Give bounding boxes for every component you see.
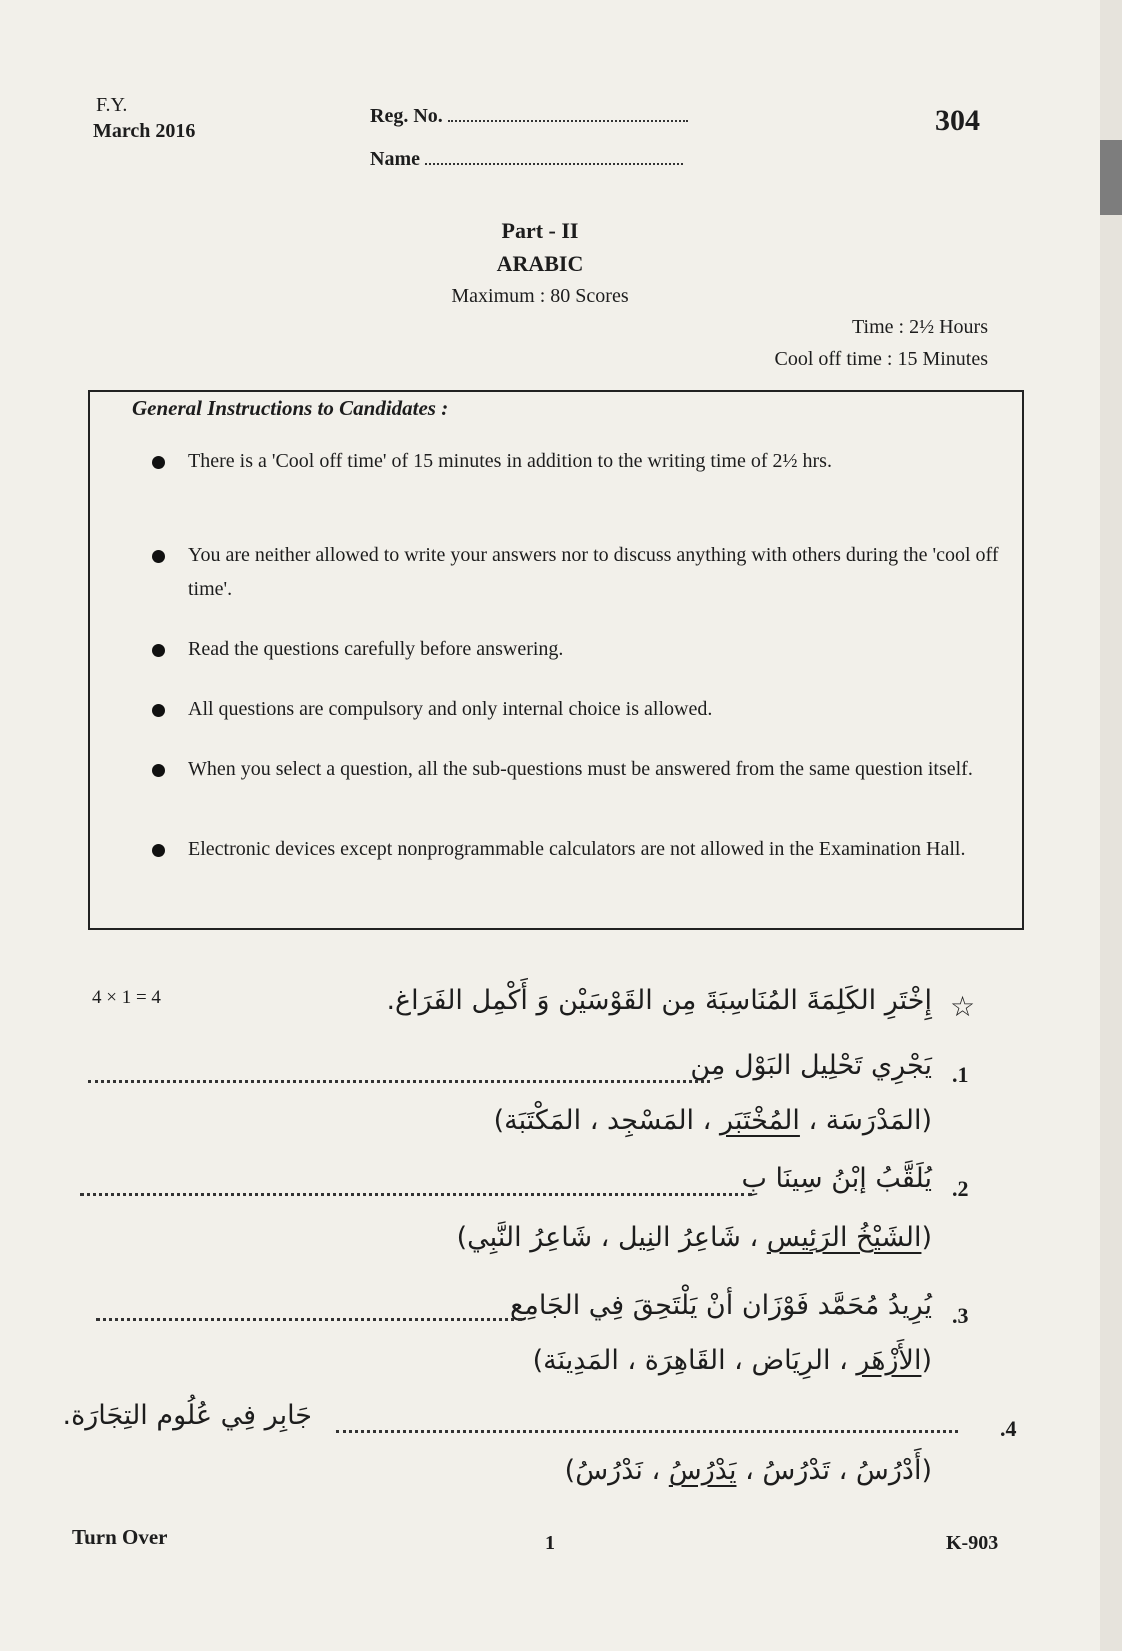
correct-answer: الأَزْهَر [856, 1345, 922, 1376]
question-text: يُلَقَّبُ إبْنُ سِينَا بِ [741, 1163, 932, 1194]
subject-title: ARABIC [496, 251, 584, 276]
turn-over-label: Turn Over [72, 1525, 168, 1549]
name-row [370, 148, 683, 171]
marks-label: 4 × 1 = 4 [92, 987, 161, 1008]
options-line: (الشَيْخُ الرَئِيس ، شَاعِرُ النِيل ، شَاعِرُ النَّبِي) [456, 1222, 932, 1253]
reg-no-row [370, 105, 688, 128]
star-icon: ☆ [950, 990, 976, 1023]
question-number: .4 [1000, 1416, 1017, 1441]
options-line: (الأَزْهَر ، الرِيَاض ، القَاهِرَة ، المَدِينَة) [532, 1345, 932, 1376]
question-text: جَابِر فِي عُلُوم التِجَارَة. [62, 1400, 312, 1431]
name-field[interactable] [425, 163, 683, 165]
reg-no-label: Reg. No. [370, 105, 443, 127]
instruction-item: Read the questions carefully before answering. [188, 632, 1018, 666]
level-label: F.Y. [96, 94, 128, 116]
question-number: .2 [952, 1176, 969, 1201]
instructions-title: General Instructions to Candidates : [132, 396, 449, 420]
max-scores: Maximum : 80 Scores [451, 285, 629, 307]
instruction-item: All questions are compulsory and only internal choice is allowed. [188, 692, 1018, 726]
question-number: .1 [952, 1062, 969, 1087]
options-line: (أَدْرُسُ ، تَدْرُسُ ، يَدْرُسُ ، نَدْرُسُ) [564, 1455, 932, 1486]
cool-off-label: Cool off time : 15 Minutes [774, 348, 988, 370]
time-label: Time : 2½ Hours [852, 316, 988, 338]
instruction-item: You are neither allowed to write your answers nor to discuss anything with others during the 'cool off time'. [188, 538, 1018, 606]
bullet-icon [152, 844, 165, 857]
instruction-item: There is a 'Cool off time' of 15 minutes in addition to the writing time of 2½ hrs. [188, 444, 1018, 478]
answer-blank[interactable] [88, 1080, 710, 1083]
instruction-item: When you select a question, all the sub-questions must be answered from the same question itself. [188, 752, 1018, 786]
correct-answer: الشَيْخُ الرَئِيس [766, 1222, 922, 1253]
correct-answer: يَدْرُسُ [668, 1455, 737, 1486]
session-label: March 2016 [93, 120, 196, 142]
instruction-item: Electronic devices except nonprogrammable calculators are not allowed in the Examination Hall. [188, 832, 1018, 866]
reg-no-field[interactable] [448, 120, 688, 122]
instructions-box [88, 390, 1024, 930]
page-number: 1 [545, 1532, 555, 1554]
correct-answer: المُخْتَبَر [719, 1105, 800, 1136]
exam-code: K-903 [946, 1532, 999, 1554]
answer-blank[interactable] [336, 1430, 958, 1433]
answer-blank[interactable] [96, 1318, 522, 1321]
page-edge-tab [1100, 140, 1122, 215]
question-number: .3 [952, 1303, 969, 1328]
bullet-icon [152, 644, 165, 657]
question-text: يَجْرِي تَحْلِيل البَوْل مِن [690, 1050, 932, 1081]
section-instruction: إِخْتَرِ الكَلِمَةَ المُنَاسِبَةَ مِن القَوْسَيْن وَ أَكْمِل الفَرَاغ. [386, 985, 932, 1016]
paper-code: 304 [935, 104, 980, 137]
part-label: Part - II [501, 218, 579, 243]
options-line: (المَدْرَسَة ، المُخْتَبَر ، المَسْجِد ، المَكْتَبَة) [493, 1105, 932, 1136]
name-label: Name [370, 148, 420, 170]
bullet-icon [152, 456, 165, 469]
bullet-icon [152, 764, 165, 777]
question-text: يُرِيدُ مُحَمَّد فَوْزَان أنْ يَلْتَحِقَ فِي الجَامِع [510, 1290, 932, 1321]
bullet-icon [152, 550, 165, 563]
answer-blank[interactable] [80, 1193, 752, 1196]
bullet-icon [152, 704, 165, 717]
